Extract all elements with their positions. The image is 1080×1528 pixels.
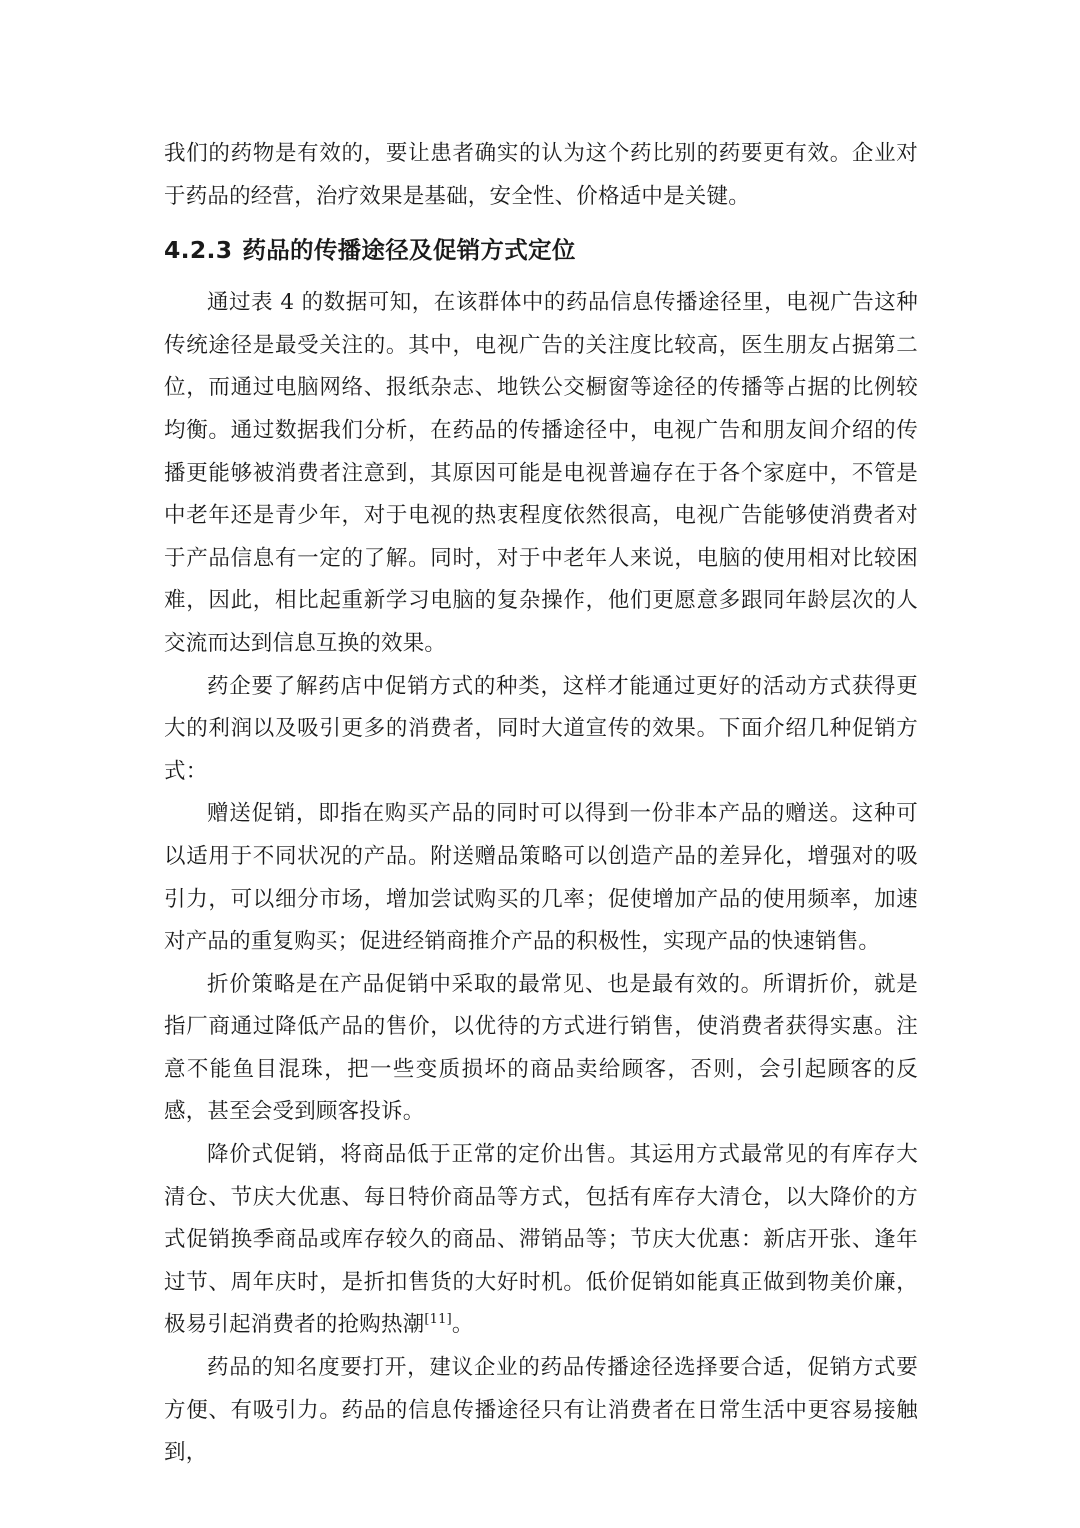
price-reduction-end: 。 bbox=[451, 1312, 474, 1338]
page-content bbox=[164, 133, 918, 1475]
paragraph-propagation-analysis: 通过表 4 的数据可知，在该群体中的药品信息传播途径里，电视广告这种传统途径是最受关注的。其中，电视广告的关注度比较高，医生朋友占据第二位，而通过电脑网络、报纸杂志、地铁公交橱窗等途径的传播等占据的比例较均衡。通过数据我们分析，在药品的传播途径中，电视广告和朋友间介绍的传播更能够被消费者注意到，其原因可能是电视普遍存在于各个家庭中，不管是中老年还是青少年，对于电视的热衷程度依然很高，电视广告能够使消费者对于产品信息有一定的了解。同时，对于中老年人来说，电脑的使用相对比较困难，因此，相比起重新学习电脑的复杂操作，他们更愿意多跟同年龄层次的人交流而达到信息互换的效果。 bbox=[164, 290, 918, 656]
paragraph-gift-promotion: 赠送促销，即指在购买产品的同时可以得到一份非本产品的赠送。这种可以适用于不同状况的产品。附送赠品策略可以创造产品的差异化，增强对的吸引力，可以细分市场，增加尝试购买的几率；促使增加产品的使用频率，加速对产品的重复购买；促进经销商推介产品的积极性，实现产品的快速销售。 bbox=[164, 801, 918, 955]
price-reduction-text: 降价式促销，将商品低于正常的定价出售。其运用方式最常见的有库存大清仓、节庆大优惠、每日特价商品等方式，包括有库存大清仓，以大降价的方式促销换季商品或库存较久的商品、滞销品等；节庆大优惠：新店开张、逢年过节、周年庆时，是折扣售货的大好时机。低价促销如能真正做到物美价廉，极易引起消费者的抢购热潮 bbox=[164, 1142, 918, 1338]
section-heading bbox=[164, 228, 918, 272]
paragraph-intro-continued: 我们的药物是有效的，要让患者确实的认为这个药比别的药要更有效。企业对于药品的经营，治疗效果是基础，安全性、价格适中是关键。 bbox=[164, 141, 918, 209]
paragraph-promotion-types-intro: 药企要了解药店中促销方式的种类，这样才能通过更好的活动方式获得更大的利润以及吸引更多的消费者，同时大道宣传的效果。下面介绍几种促销方式： bbox=[164, 673, 918, 784]
paragraph-discount-strategy: 折价策略是在产品促销中采取的最常见、也是最有效的。所谓折价，就是指厂商通过降低产品的售价，以优待的方式进行销售，使消费者获得实惠。注意不能鱼目混珠，把一些变质损坏的商品卖给顾客，否则，会引起顾客的反感，甚至会受到顾客投诉。 bbox=[164, 971, 918, 1125]
paragraph-price-reduction bbox=[164, 1134, 918, 1347]
section-number: 4.2.3 bbox=[164, 236, 233, 265]
section-title: 药品的传播途径及促销方式定位 bbox=[242, 236, 576, 265]
paragraph-recommendation: 药品的知名度要打开，建议企业的药品传播途径选择要合适，促销方式要方便、有吸引力。药品的信息传播途径只有让消费者在日常生活中更容易接触到， bbox=[164, 1355, 918, 1466]
citation-reference[interactable]: [11] bbox=[424, 1312, 452, 1328]
